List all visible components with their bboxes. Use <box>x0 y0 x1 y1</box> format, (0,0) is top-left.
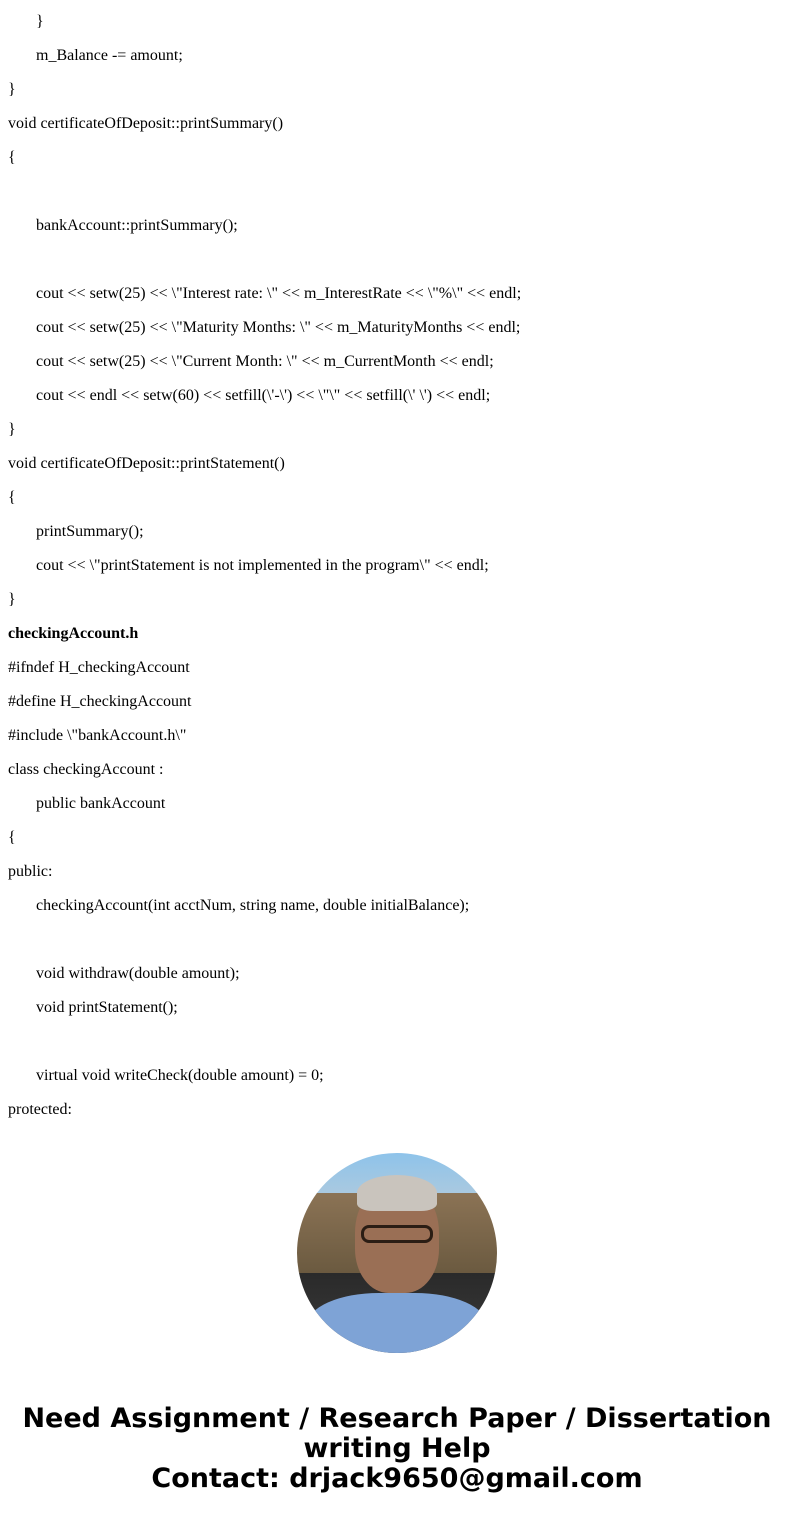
code-line: cout << setw(25) << \"Interest rate: \" << m_InterestRate << \"%\" << endl; <box>36 285 522 302</box>
code-line: cout << endl << setw(60) << setfill(\'-\') << \"\" << setfill(\' \') << endl; <box>36 387 491 404</box>
code-line: void certificateOfDeposit::printStatement() <box>8 455 285 472</box>
code-listing <box>8 5 521 1127</box>
code-line: #define H_checkingAccount <box>8 693 192 710</box>
code-line: void certificateOfDeposit::printSummary() <box>8 115 284 132</box>
code-line: bankAccount::printSummary(); <box>36 217 238 234</box>
code-line: } <box>8 591 16 608</box>
banner-line-2: writing Help <box>303 1433 491 1464</box>
code-line: checkingAccount(int acctNum, string name, double initialBalance); <box>36 897 470 914</box>
code-line: class checkingAccount : <box>8 761 164 778</box>
code-line: } <box>36 13 44 30</box>
code-line: printSummary(); <box>36 523 144 540</box>
code-line <box>8 175 521 209</box>
code-line: { <box>8 829 16 846</box>
code-line: protected: <box>8 1101 72 1118</box>
avatar-glasses <box>361 1225 433 1243</box>
banner-contact: Contact: drjack9650@gmail.com <box>151 1463 643 1494</box>
code-line: #include \"bankAccount.h\" <box>8 727 187 744</box>
code-line: public bankAccount <box>36 795 166 812</box>
avatar-shirt <box>307 1293 487 1353</box>
code-line: m_Balance -= amount; <box>36 47 183 64</box>
code-line <box>8 243 521 277</box>
code-line: void withdraw(double amount); <box>36 965 240 982</box>
code-line: cout << \"printStatement is not implemented in the program\" << endl; <box>36 557 489 574</box>
code-line: } <box>8 81 16 98</box>
author-avatar <box>297 1153 497 1353</box>
code-line: public: <box>8 863 53 880</box>
contact-banner <box>0 1404 794 1494</box>
code-line: } <box>8 421 16 438</box>
code-line <box>8 1025 521 1059</box>
code-line: { <box>8 489 16 506</box>
code-line: void printStatement(); <box>36 999 178 1016</box>
banner-line-1: Need Assignment / Research Paper / Dissertation <box>22 1403 772 1434</box>
avatar-hair <box>357 1175 437 1211</box>
code-line: { <box>8 149 16 166</box>
code-line: cout << setw(25) << \"Maturity Months: \" << m_MaturityMonths << endl; <box>36 319 521 336</box>
code-line: virtual void writeCheck(double amount) = 0; <box>36 1067 324 1084</box>
code-line <box>8 923 521 957</box>
code-line: cout << setw(25) << \"Current Month: \" << m_CurrentMonth << endl; <box>36 353 494 370</box>
file-heading: checkingAccount.h <box>8 625 139 642</box>
code-line: #ifndef H_checkingAccount <box>8 659 190 676</box>
